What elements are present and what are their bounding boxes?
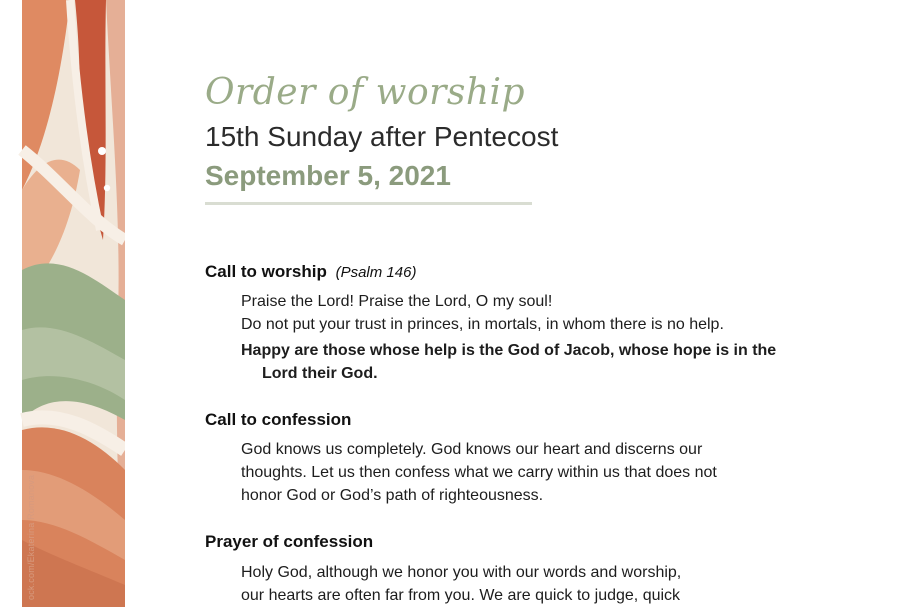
prayer-of-confession-heading [205,532,373,552]
photo-credit: ock.com/Ekaterina Romanova [26,474,36,600]
decorative-botanical-artwork [0,0,125,607]
document-kicker: Order of worship [205,72,526,113]
prayer-of-confession-text [241,561,801,607]
call-to-worship-heading [205,262,416,282]
text-line: Lord their God. [262,365,378,382]
text-line: Holy God, although we honor you with our words and worship, [241,564,682,581]
text-line: honor God or God’s path of righteousness. [241,487,544,504]
document-subtitle: 15th Sunday after Pentecost [205,121,559,152]
call-to-confession-heading [205,410,351,430]
call-to-confession-text [241,438,801,507]
call-to-confession-title: Call to confession [205,410,352,429]
text-line: Do not put your trust in princes, in mortals, in whom there is no help. [241,316,724,333]
botanical-illustration [0,0,125,607]
text-line: Happy are those whose help is the God of Jacob, whose hope is in the [241,342,777,359]
prayer-of-confession-title: Prayer of confession [205,532,374,551]
text-line: Praise the Lord! Praise the Lord, O my soul! [241,293,553,310]
call-to-worship-people-response [241,339,801,385]
text-line: our hearts are often far from you. We are quick to judge, quick [241,587,681,604]
call-to-worship-title: Call to worship [205,262,327,281]
call-to-worship-leader-text [241,290,801,336]
document-date: September 5, 2021 [205,160,451,191]
text-line: thoughts. Let us then confess what we carry within us that does not [241,464,717,481]
text-line: God knows us completely. God knows our heart and discerns our [241,441,703,458]
scripture-reference: (Psalm 146) [335,264,417,281]
header-divider [205,202,532,205]
